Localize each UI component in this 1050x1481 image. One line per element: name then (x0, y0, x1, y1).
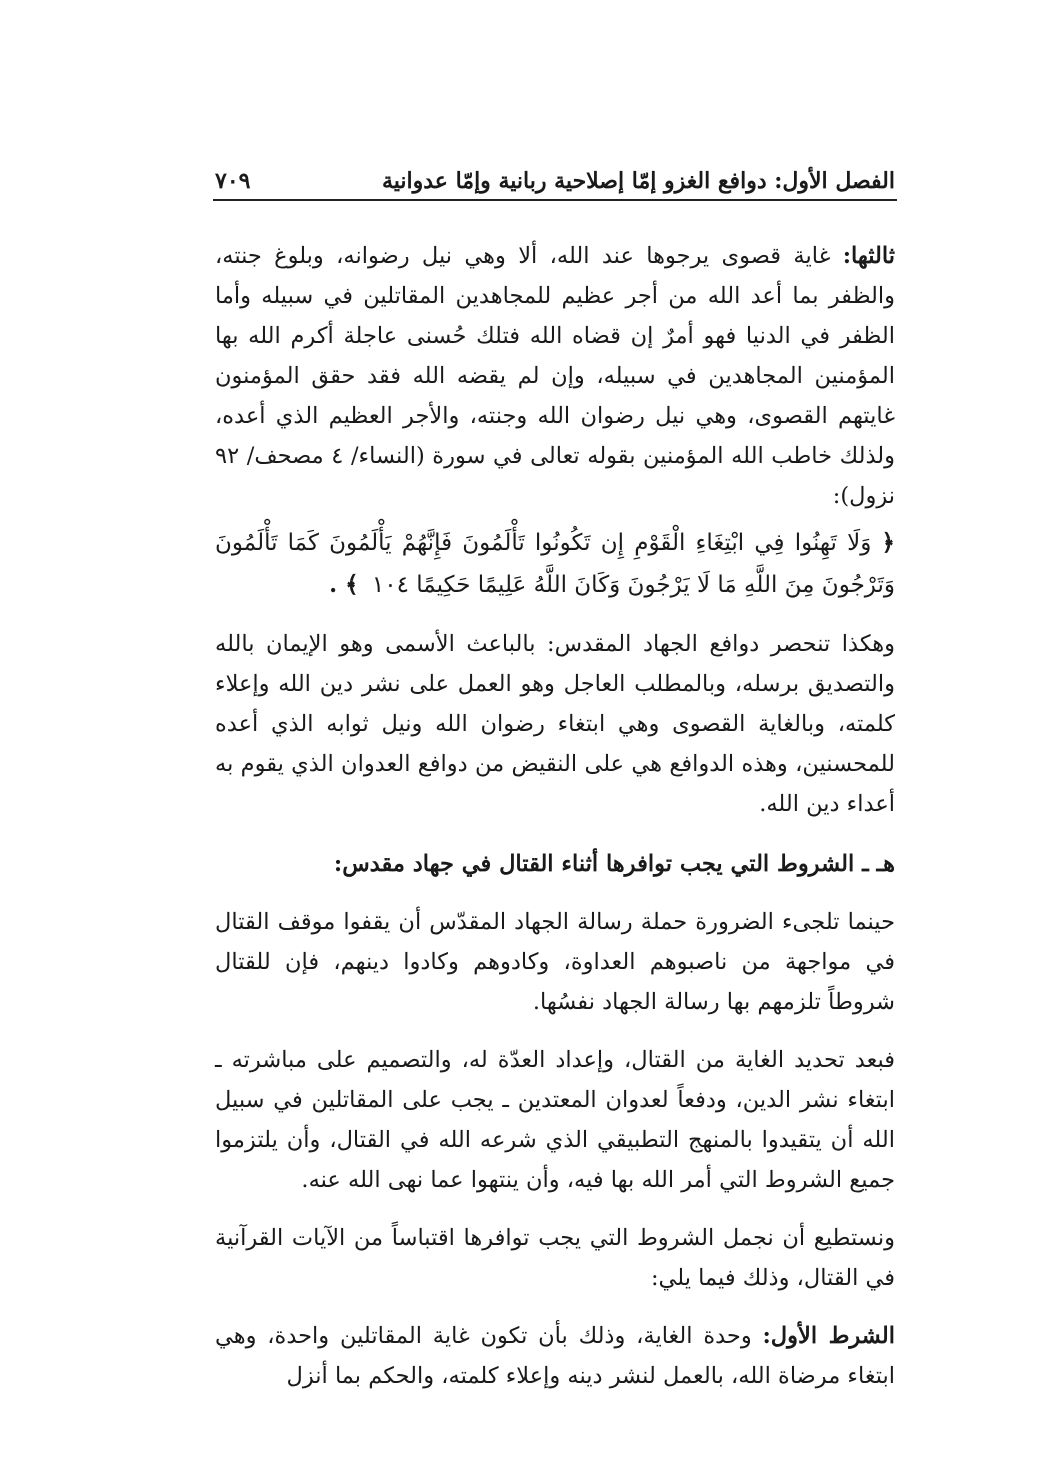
paragraph-first-condition (215, 1316, 895, 1396)
paragraph-lead: ثالثها: (842, 243, 895, 269)
paragraph-method (215, 1040, 895, 1200)
paragraph-summary (215, 624, 895, 824)
running-header (215, 160, 895, 194)
header-rule (213, 199, 897, 201)
section-heading: هـ ـ الشروط التي يجب توافرها أثناء القتال في جهاد مقدس: (333, 851, 895, 877)
chapter-title: الفصل الأول: دوافع الغزو إمّا إصلاحية ربانية وإمّا عدوانية (381, 168, 895, 194)
verse-open-bracket: ﴿ (881, 529, 896, 556)
paragraph-summary-conditions (215, 1218, 895, 1298)
page-number: ٧٠٩ (215, 168, 251, 194)
paragraph-text: غاية قصوى يرجوها عند الله، ألا وهي نيل رضوانه، وبلوغ جنته، والظفر بما أعد الله من أجر عظيم للمجاهدين المقاتلين في سبيله وأما الظفر في الدنيا فهو أمرٌ إن قضاه الله فتلك حُسنى عاجلة أكرم الله بها المؤمنين المجاهدين في سبيله، وإن لم يقضه الله فقد حقق المؤمنون غايتهم القصوى، وهي نيل رضوان الله وجنته، والأجر العظيم الذي أعده، ولذلك خاطب الله المؤمنين بقوله تعالى في سورة (النساء/ ٤ مصحف/ ٩٢ نزول): (215, 243, 895, 509)
quran-verse (215, 522, 895, 606)
paragraph-text: وحدة الغاية، وذلك بأن تكون غاية المقاتلين واحدة، وهي ابتغاء مرضاة الله، بالعمل لنشر دينه وإعلاء كلمته، والحكم بما أنزل (215, 1323, 895, 1389)
paragraph-text: ونستطيع أن نجمل الشروط التي يجب توافرها اقتباساً من الآيات القرآنية في القتال، وذلك فيما يلي: (215, 1225, 895, 1291)
paragraph-text: وهكذا تنحصر دوافع الجهاد المقدس: بالباعث الأسمى وهو الإيمان بالله والتصديق برسله، وبالمطلب العاجل وهو العمل على نشر دين الله وإعلاء كلمته، وبالغاية القصوى وهي ابتغاء رضوان الله ونيل ثوابه الذي أعده للمحسنين، وهذه الدوافع هي على النقيض من دوافع العدوان الذي يقوم به أعداء دين الله. (215, 631, 895, 817)
verse-close-bracket: ﴾ . (329, 571, 359, 598)
paragraph-lead: الشرط الأول: (762, 1323, 895, 1349)
paragraph-thalithuha (215, 236, 895, 516)
page-body (215, 236, 895, 1396)
paragraph-necessity (215, 902, 895, 1022)
paragraph-text: حينما تلجىء الضرورة حملة رسالة الجهاد المقدّس أن يقفوا موقف القتال في مواجهة من ناصبوهم العداوة، وكادوهم وكادوا دينهم، فإن للقتال شروطاً تلزمهم بها رسالة الجهاد نفسُها. (215, 909, 895, 1015)
paragraph-text: فبعد تحديد الغاية من القتال، وإعداد العدّة له، والتصميم على مباشرته ـ ابتغاء نشر الدين، ودفعاً لعدوان المعتدين ـ يجب على المقاتلين في سبيل الله أن يتقيدوا بالمنهج التطبيقي الذي شرعه الله في القتال، وأن يلتزموا جميع الشروط التي أمر الله بها فيه، وأن ينتهوا عما نهى الله عنه. (215, 1047, 895, 1193)
verse-text: وَلَا تَهِنُوا فِي ابْتِغَاءِ الْقَوْمِ إِن تَكُونُوا تَأْلَمُونَ فَإِنَّهُمْ يَأْلَمُونَ كَمَا تَأْلَمُونَ وَتَرْجُونَ مِنَ اللَّهِ مَا لَا يَرْجُونَ وَكَانَ اللَّهُ عَلِيمًا حَكِيمًا (215, 530, 895, 598)
ayah-number: ١٠٤ (371, 572, 409, 598)
